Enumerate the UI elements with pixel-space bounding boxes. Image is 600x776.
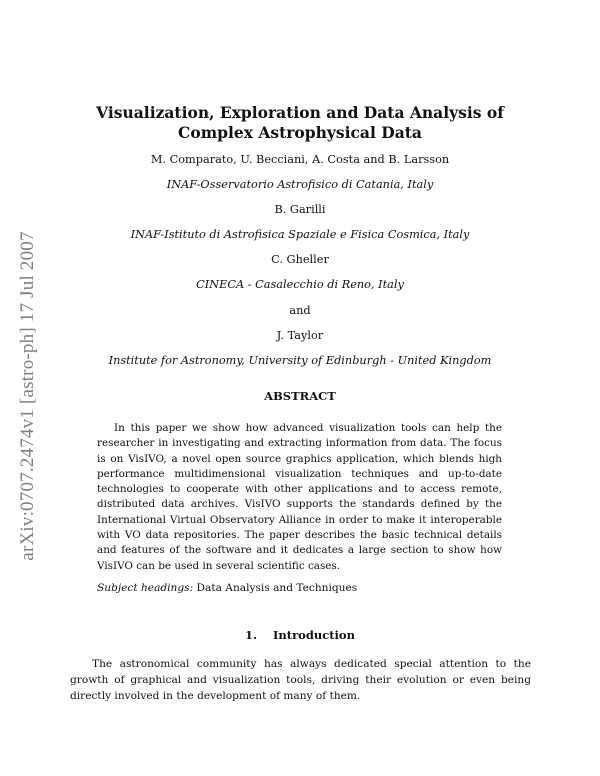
author-affiliation-2: INAF-Istituto di Astrofisica Spaziale e Fisica Cosmica, Italy — [130, 228, 470, 241]
abstract-heading: ABSTRACT — [264, 389, 336, 403]
author-affiliation-4: Institute for Astronomy, University of Edinburgh - United Kingdom — [108, 354, 492, 367]
author-conjunction: and — [289, 304, 311, 317]
subject-headings-label: Subject headings: — [97, 582, 194, 594]
introduction-heading: 1. Introduction — [245, 628, 355, 642]
author-affiliation-1: INAF-Osservatorio Astrofisico di Catania, Italy — [166, 178, 434, 191]
author-names-3: C. Gheller — [271, 253, 329, 266]
subject-headings — [97, 581, 502, 595]
author-names-2: B. Garilli — [274, 203, 326, 216]
paper-title: Visualization, Exploration and Data Analysis of Complex Astrophysical Data — [96, 103, 504, 142]
author-names-1: M. Comparato, U. Becciani, A. Costa and B. Larsson — [150, 153, 450, 166]
author-affiliation-3: CINECA - Casalecchio di Reno, Italy — [196, 278, 404, 291]
arxiv-identifier-stamp: arXiv:0707.2474v1 [astro-ph] 17 Jul 2007 — [17, 231, 38, 561]
introduction-text: The astronomical community has always dedicated special attention to the growth of graphical and visualization tools, driving their evolution or even being directly involved in the development of many of them. — [70, 658, 531, 703]
subject-headings-value: Data Analysis and Techniques — [196, 582, 358, 594]
author-names-4: J. Taylor — [276, 329, 324, 342]
abstract-text: In this paper we show how advanced visualization tools can help the researcher in investigating and extracting information from data. The focus is on VisIVO, a novel open source graphics application, which blends high performance multidimensional visualization techniques and up-to-date technologies to cooperate with other applications and to access remote, distributed data archives. VisIVO supports the standards defined by the International Virtual Observatory Alliance in order to make it interoperable with VO data repositories. The paper describes the basic technical details and features of the software and it dedicates a large section to show how VisIVO can be used in several scientific cases. — [97, 422, 502, 572]
